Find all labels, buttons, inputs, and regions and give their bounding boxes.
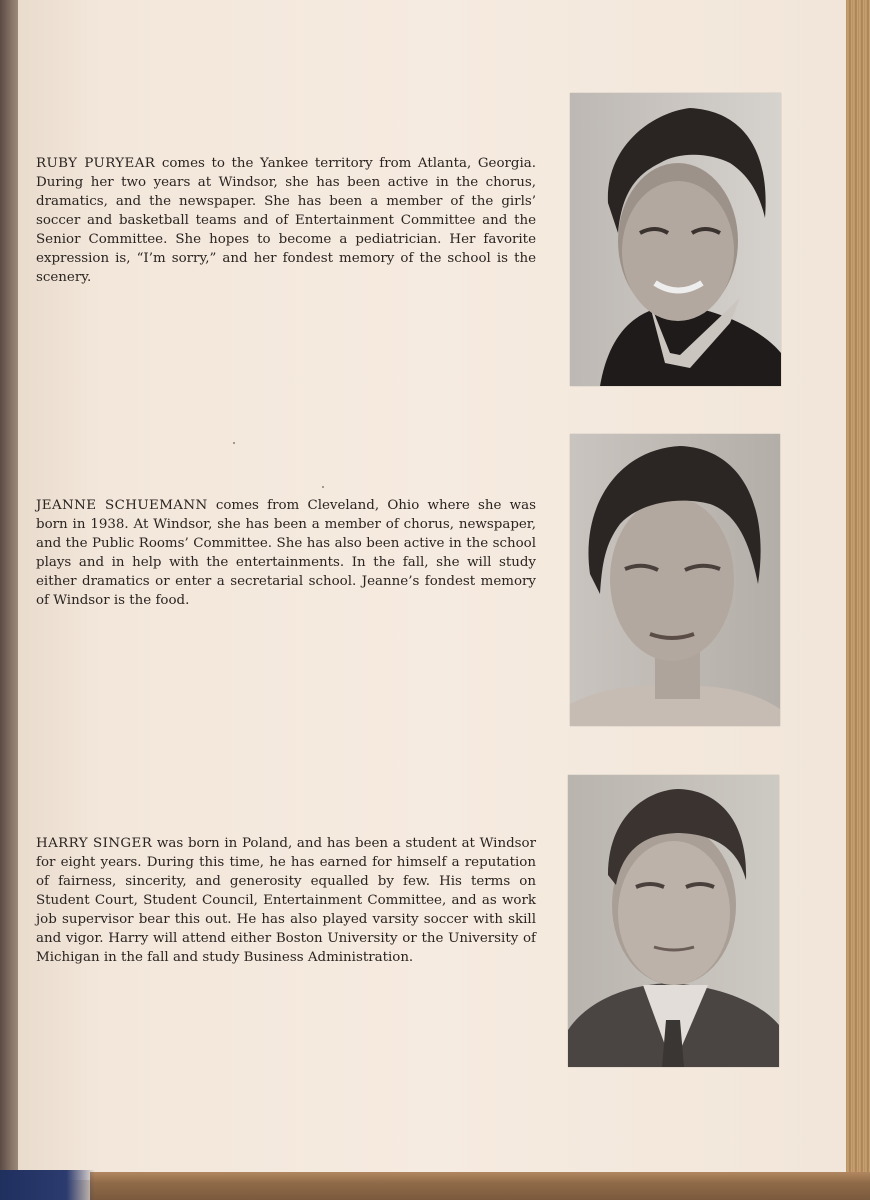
student-name: RUBY PURYEAR: [36, 156, 156, 171]
book-cover-edge: [90, 1172, 870, 1200]
bio-text: comes to the Yankee territory from Atlanta, Georgia. During her two years at Windsor, she has been active in the chorus, dramatics, and the newspaper. She has been a member of the girls’ soccer and basketball teams and of Entertainment Committee and the Senior Committee. She hopes to become a pediatrician. Her favorite expression is, “I’m sorry,” and her fondest memory of the school is the scenery.: [36, 156, 536, 285]
senior-bio-jeanne-schuemann: [36, 496, 536, 610]
senior-bio-harry-singer: [36, 834, 536, 967]
portrait-photo-harry-singer: [568, 775, 779, 1067]
bio-text: comes from Cleveland, Ohio where she was born in 1938. At Windsor, she has been a member of chorus, newspaper, and the Public Rooms’ Committee. She has also been active in the school plays and in help with the entertainments. In the fall, she will study either dramatics or enter a secretarial school. Jeanne’s fondest memory of Windsor is the food.: [36, 498, 537, 608]
portrait-photo-jeanne-schuemann: [570, 434, 780, 726]
page-speck: [322, 486, 324, 488]
senior-bio-ruby-puryear: [36, 154, 536, 287]
page-edges: [846, 0, 870, 1200]
page-speck: [233, 442, 235, 444]
student-name: JEANNE SCHUEMANN: [36, 498, 208, 513]
cover-cloth: [0, 1170, 95, 1200]
bio-text: was born in Poland, and has been a student at Windsor for eight years. During this time, he has earned for himself a reputation of fairness, sincerity, and generosity equalled by few. His terms on Student Court, Student Council, Entertainment Committee, and as work job supervisor bear this out. He has also played varsity soccer with skill and vigor. Harry will attend either Boston University or the University of Michigan in the fall and study Business Administration.: [36, 836, 536, 965]
portrait-photo-ruby-puryear: [570, 93, 781, 386]
student-name: HARRY SINGER: [36, 836, 153, 851]
